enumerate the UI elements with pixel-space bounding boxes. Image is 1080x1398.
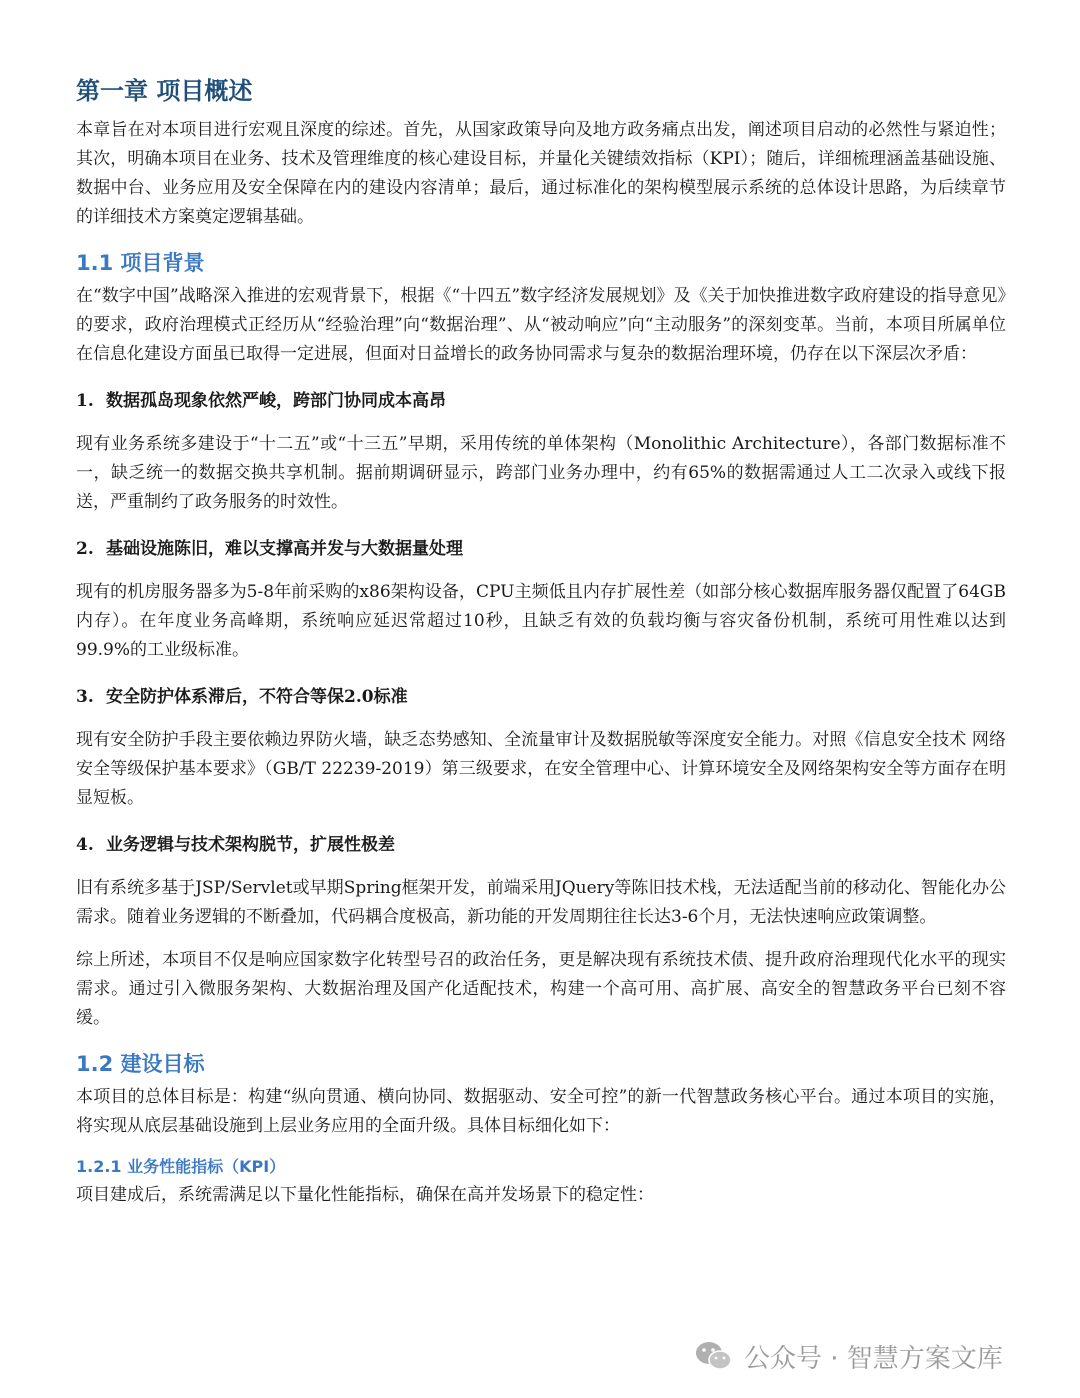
issue-4-text: 旧有系统多基于JSP/Servlet或早期Spring框架开发，前端采用JQuery等陈旧技术栈，无法适配当前的移动化、智能化办公需求。随着业务逻辑的不断叠加，代码耦合度极高，新功能的开发周期往往长达3-6个月，无法快速响应政策调整。 [76,878,1006,927]
wechat-icon [694,1339,734,1373]
section-1-2-intro: 本项目的总体目标是：构建“纵向贯通、横向协同、数据驱动、安全可控”的新一代智慧政务核心平台。通过本项目的实施，将实现从底层基础设施到上层业务应用的全面升级。具体目标细化如下： [76,1087,1006,1136]
issue-2-title: 2. 基础设施陈旧，难以支撑高并发与大数据量处理 [76,539,463,559]
section-1-2-1-title: 1.2.1 业务性能指标（KPI） [76,1157,286,1176]
issue-3-text: 现有安全防护手段主要依赖边界防火墙，缺乏态势感知、全流量审计及数据脱敏等深度安全能力。对照《信息安全技术 网络安全等级保护基本要求》（GB/T 22239-2019）第三级要求，在安全管理中心、计算环境安全及网络架构安全等方面存在明显短板。 [76,730,1006,808]
section-1-2-1-text: 项目建成后，系统需满足以下量化性能指标，确保在高并发场景下的稳定性： [76,1185,654,1205]
document-page [76,70,1006,1210]
issue-4-title: 4. 业务逻辑与技术架构脱节，扩展性极差 [76,835,395,855]
section-1-1-summary: 综上所述，本项目不仅是响应国家数字化转型号召的政治任务，更是解决现有系统技术债、提升政府治理现代化水平的现实需求。通过引入微服务架构、大数据治理及国产化适配技术，构建一个高可用、高扩展、高安全的智慧政务平台已刻不容缓。 [76,950,1006,1028]
section-1-2-title: 1.2 建设目标 [76,1052,205,1076]
section-1-1-intro: 在“数字中国”战略深入推进的宏观背景下，根据《“十四五”数字经济发展规划》及《关于加快推进数字政府建设的指导意见》的要求，政府治理模式正经历从“经验治理”向“数据治理”、从“被动响应”向“主动服务”的深刻变革。当前，本项目所属单位在信息化建设方面虽已取得一定进展，但面对日益增长的政务协同需求与复杂的数据治理环境，仍存在以下深层次矛盾： [76,286,1006,364]
chapter-intro: 本章旨在对本项目进行宏观且深度的综述。首先，从国家政策导向及地方政务痛点出发，阐述项目启动的必然性与紧迫性；其次，明确本项目在业务、技术及管理维度的核心建设目标，并量化关键绩效指标（KPI）；随后，详细梳理涵盖基础设施、数据中台、业务应用及安全保障在内的建设内容清单；最后，通过标准化的架构模型展示系统的总体设计思路，为后续章节的详细技术方案奠定逻辑基础。 [76,120,1006,227]
section-1-1-title: 1.1 项目背景 [76,251,205,275]
issue-1-title: 1. 数据孤岛现象依然严峻，跨部门协同成本高昂 [76,391,446,411]
issue-2-text: 现有的机房服务器多为5-8年前采购的x86架构设备，CPU主频低且内存扩展性差（如部分核心数据库服务器仅配置了64GB内存）。在年度业务高峰期，系统响应延迟常超过10秒，且缺乏有效的负载均衡与容灾备份机制，系统可用性难以达到99.9%的工业级标准。 [76,582,1006,660]
watermark [694,1336,1003,1376]
watermark-label: 公众号 · 智慧方案文库 [744,1343,1003,1374]
chapter-title: 第一章 项目概述 [76,77,253,105]
issue-1-text: 现有业务系统多建设于“十二五”或“十三五”早期，采用传统的单体架构（Monolithic Architecture），各部门数据标准不一，缺乏统一的数据交换共享机制。据前期调研显示，跨部门业务办理中，约有65%的数据需通过人工二次录入或线下报送，严重制约了政务服务的时效性。 [76,434,1006,512]
issue-3-title: 3. 安全防护体系滞后，不符合等保2.0标准 [76,687,408,707]
